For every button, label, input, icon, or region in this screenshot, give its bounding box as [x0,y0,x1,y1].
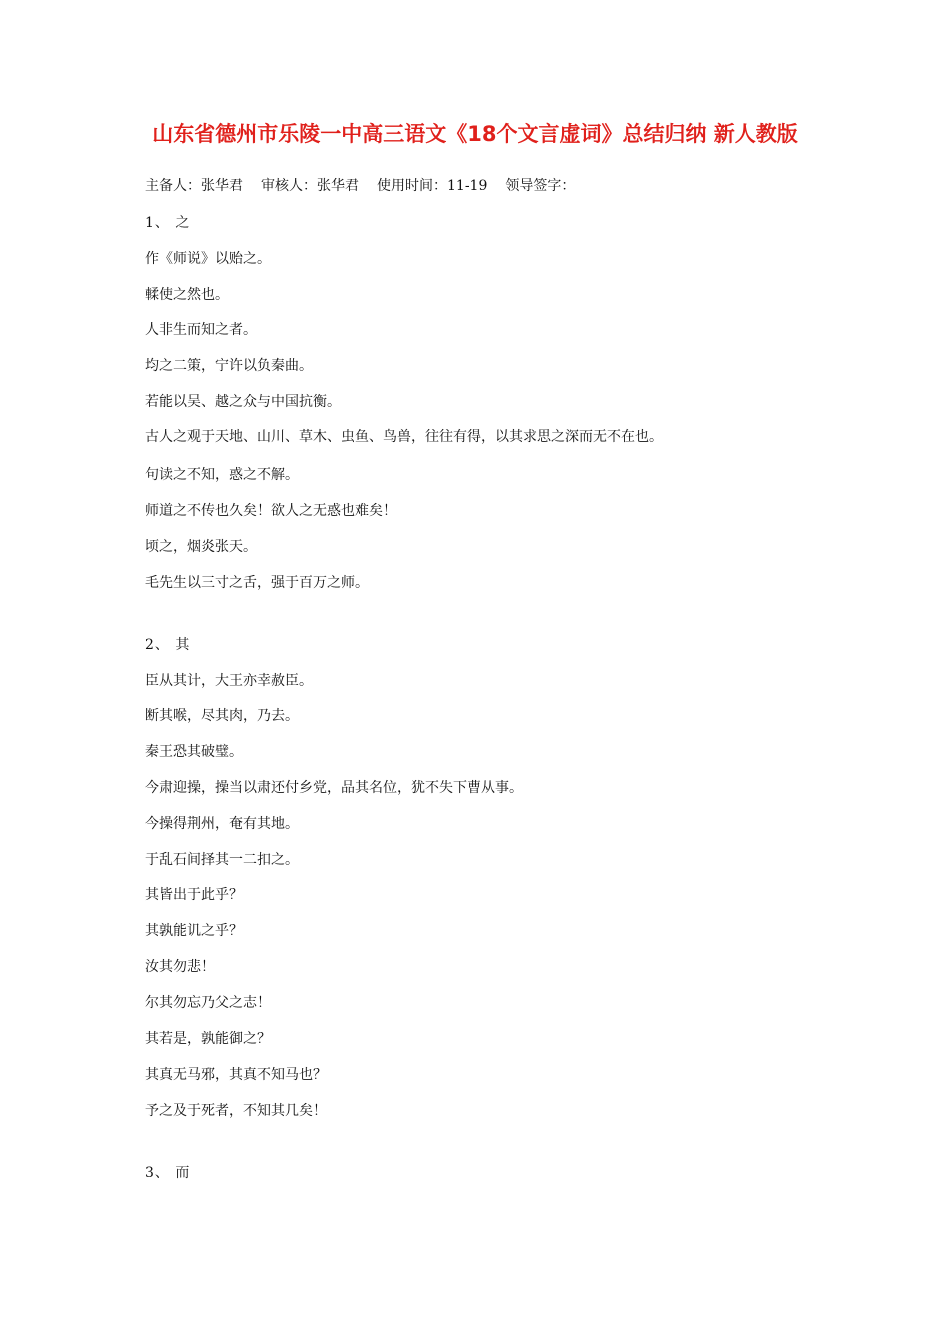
meta-preparer: 主备人：张华君 [145,178,243,194]
example-line: 古人之观于天地、山川、草木、虫鱼、鸟兽，往往有得，以其求思之深而无不在也。 [145,429,663,445]
example-line: 句读之不知，惑之不解。 [145,467,299,483]
example-line: 毛先生以三寸之舌，强于百万之师。 [145,575,369,591]
example-line: 予之及于死者，不知其几矣！ [145,1103,327,1119]
example-line: 輮使之然也。 [145,287,229,303]
example-line: 若能以吴、越之众与中国抗衡。 [145,394,341,410]
example-line: 其若是，孰能御之？ [145,1031,271,1047]
meta-time: 使用时间：11-19 [377,178,488,194]
example-line: 其孰能讥之乎？ [145,923,243,939]
example-line: 于乱石间择其一二扣之。 [145,852,299,868]
example-line: 臣从其计，大王亦幸赦臣。 [145,673,313,689]
example-line: 今肃迎操，操当以肃还付乡党，品其名位，犹不失下曹从事。 [145,780,523,796]
document-meta [145,176,575,196]
example-line: 师道之不传也久矣！欲人之无惑也难矣！ [145,503,397,519]
example-line: 其皆出于此乎？ [145,887,243,903]
example-line: 作《师说》以贻之。 [145,251,271,267]
example-line: 今操得荆州，奄有其地。 [145,816,299,832]
example-line: 断其喉，尽其肉，乃去。 [145,708,299,724]
example-line: 尔其勿忘乃父之志！ [145,995,271,1011]
document-title: 山东省德州市乐陵一中高三语文《18个文言虚词》总结归纳 新人教版 [152,122,798,146]
meta-reviewer: 审核人：张华君 [261,178,359,194]
section-heading: 1、 之 [145,215,191,231]
example-line: 汝其勿悲！ [145,959,215,975]
example-line: 均之二策，宁许以负秦曲。 [145,358,313,374]
example-line: 秦王恐其破璧。 [145,744,243,760]
example-line: 顷之，烟炎张天。 [145,539,257,555]
example-line: 其真无马邪，其真不知马也？ [145,1067,327,1083]
example-line: 人非生而知之者。 [145,322,257,338]
meta-signature: 领导签字： [505,178,576,194]
section-heading: 2、 其 [145,637,191,653]
section-heading: 3、 而 [145,1165,191,1181]
